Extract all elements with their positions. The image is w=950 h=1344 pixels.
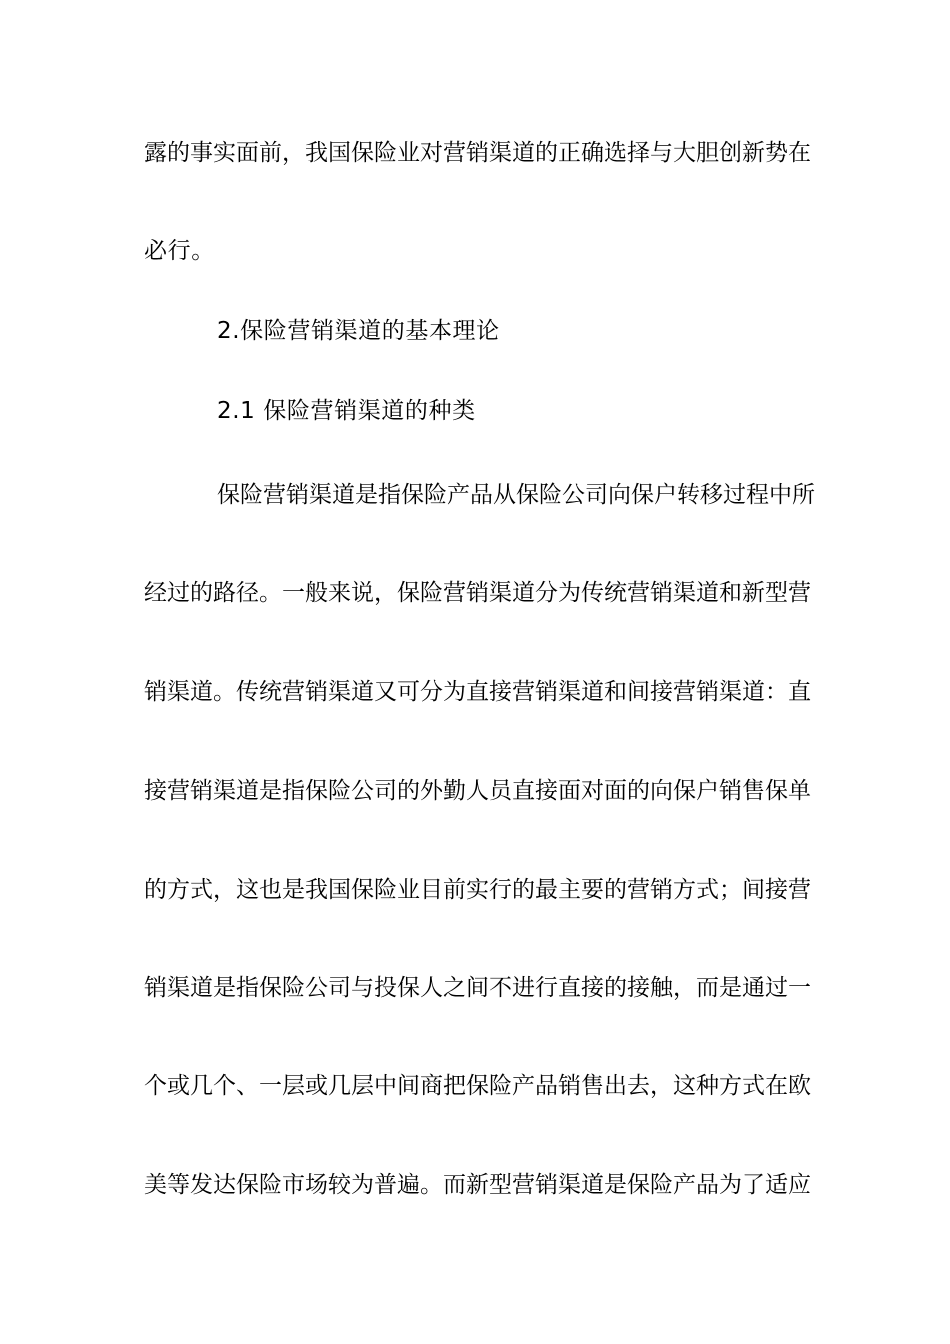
paragraph-line: 必行。	[144, 238, 215, 264]
section-heading: 2.保险营销渠道的基本理论	[217, 318, 500, 344]
paragraph-line: 露的事实面前，我国保险业对营销渠道的正确选择与大胆创新势在	[144, 140, 811, 166]
paragraph-line: 保险营销渠道是指保险产品从保险公司向保户转移过程中所	[217, 482, 815, 508]
paragraph-line: 经过的路径。一般来说，保险营销渠道分为传统营销渠道和新型营	[144, 580, 811, 606]
paragraph-line: 接营销渠道是指保险公司的外勤人员直接面对面的向保户销售保单	[144, 778, 811, 804]
paragraph-line: 的方式，这也是我国保险业目前实行的最主要的营销方式；间接营	[144, 877, 811, 903]
paragraph-line: 销渠道是指保险公司与投保人之间不进行直接的接触，而是通过一	[144, 975, 811, 1001]
paragraph-line: 销渠道。传统营销渠道又可分为直接营销渠道和间接营销渠道：直	[144, 679, 811, 705]
paragraph-line: 个或几个、一层或几层中间商把保险产品销售出去，这种方式在欧	[144, 1073, 811, 1099]
paragraph-line: 美等发达保险市场较为普遍。而新型营销渠道是保险产品为了适应	[144, 1172, 811, 1198]
subsection-heading: 2.1 保险营销渠道的种类	[217, 398, 476, 424]
